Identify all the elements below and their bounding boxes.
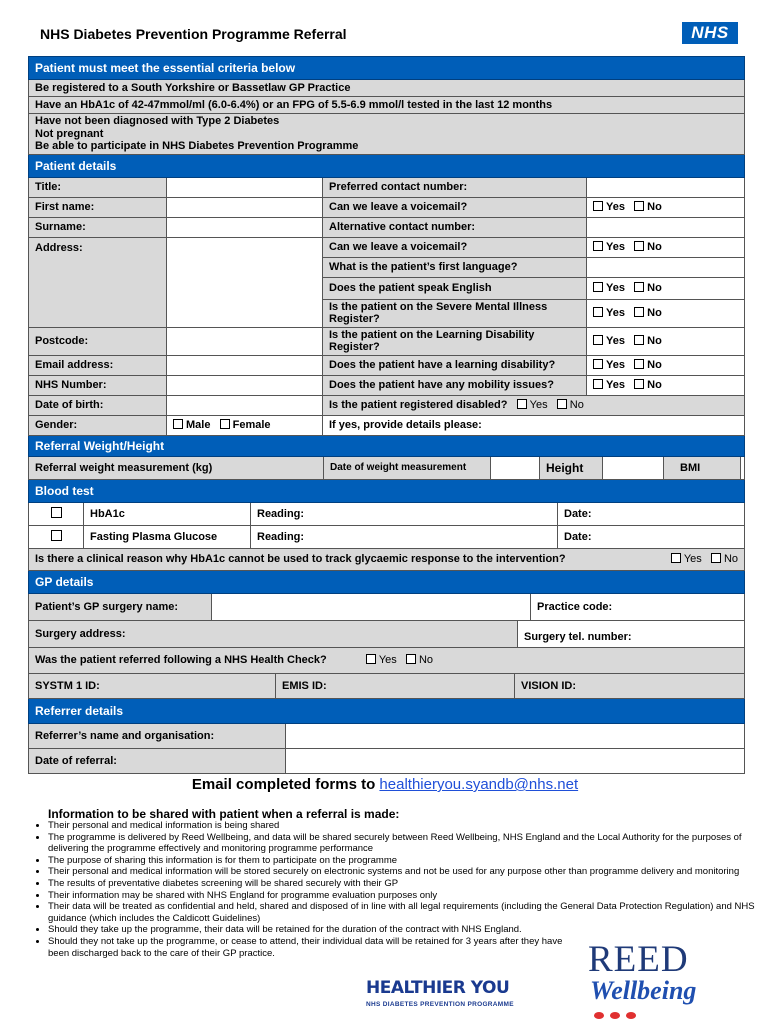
smi-options: Yes No — [587, 299, 745, 327]
disabled-label: Is the patient registered disabled? — [329, 399, 508, 411]
no-checkbox[interactable] — [634, 359, 644, 369]
fpg-date-label: Date: — [558, 526, 745, 548]
ld-label: Does the patient have a learning disability? — [323, 355, 587, 375]
disabled-row: Is the patient registered disabled? Yes No — [323, 395, 745, 415]
alt-contact-field[interactable] — [587, 217, 745, 237]
wellbeing-logo: Wellbeing — [590, 976, 697, 1005]
list-item: • The purpose of sharing this information is for them to participate on the programme — [48, 855, 760, 867]
bmi-field[interactable] — [741, 457, 745, 479]
mobility-options: Yes No — [587, 375, 745, 395]
clinical-reason-label: Is there a clinical reason why HbA1c cannot be used to track glycaemic response to the intervention? — [35, 553, 566, 565]
list-item: • Should they take up the programme, their data will be retained for the duration of the contract with NHS England. — [48, 924, 568, 936]
page-title: NHS Diabetes Prevention Programme Referral — [40, 26, 347, 42]
criteria-item: Be able to participate in NHS Diabetes Prevention Programme — [35, 140, 359, 152]
no-checkbox[interactable] — [634, 335, 644, 345]
weight-header: Referral Weight/Height — [29, 435, 745, 456]
title-field[interactable] — [167, 177, 323, 197]
criteria-header: Patient must meet the essential criteria below — [29, 57, 745, 80]
surgery-tel-label: Surgery tel. number: — [518, 621, 745, 647]
referrer-header: Referrer details — [29, 698, 745, 723]
email-link[interactable]: healthieryou.syandb@nhs.net — [379, 776, 579, 793]
hba1c-reading-label: Reading: — [251, 503, 558, 525]
yes-checkbox[interactable] — [671, 553, 681, 563]
email-instruction: Email completed forms to healthieryou.syandb@nhs.net — [191, 776, 579, 793]
list-item: • The results of preventative diabetes screening will be shared securely with their GP — [48, 878, 760, 890]
referral-date-label: Date of referral: — [29, 749, 286, 773]
fpg-reading-label: Reading: — [251, 526, 558, 548]
gender-options: Male Female — [167, 415, 323, 435]
no-checkbox[interactable] — [406, 654, 416, 664]
list-item: • Their personal and medical information will be stored securely on electronic systems and not be used for any purpose other than programme delivery and monitoring — [48, 866, 760, 878]
surgery-address-label: Surgery address: — [29, 621, 518, 647]
voicemail-label: Can we leave a voicemail? — [323, 197, 587, 217]
list-item: • Should they not take up the programme, or cease to attend, their individual data will be retained for 3 years after they have been discharged back to the care of their GP practice. — [48, 936, 568, 959]
yes-checkbox[interactable] — [593, 282, 603, 292]
ld-register-options: Yes No — [587, 327, 745, 355]
reed-logo: REED — [588, 939, 689, 980]
fpg-label: Fasting Plasma Glucose — [84, 526, 251, 548]
yes-checkbox[interactable] — [593, 201, 603, 211]
speak-english-label: Does the patient speak English — [323, 277, 587, 299]
no-checkbox[interactable] — [634, 307, 644, 317]
criteria-item: Not pregnant — [35, 127, 104, 140]
fpg-row — [29, 526, 744, 548]
vision-label: VISION ID: — [515, 674, 745, 698]
system-ids-row — [29, 674, 744, 698]
first-name-label: First name: — [29, 197, 167, 217]
nhs-number-label: NHS Number: — [29, 375, 167, 395]
referrer-name-field[interactable] — [286, 724, 745, 748]
gp-header: GP details — [29, 570, 745, 593]
weight-date-label: Date of weight measurement — [324, 457, 491, 479]
dob-label: Date of birth: — [29, 395, 167, 415]
no-checkbox[interactable] — [711, 553, 721, 563]
referrer-name-label: Referrer’s name and organisation: — [29, 724, 286, 748]
smi-label: Is the patient on the Severe Mental Illness Register? — [323, 299, 587, 327]
gp-address-row — [29, 621, 744, 647]
voicemail-options: Yes No — [587, 197, 745, 217]
clinical-reason-row: Is there a clinical reason why HbA1c cannot be used to track glycaemic response to the intervention? Yes No — [29, 548, 745, 570]
list-item: • Their data will be treated as confidential and held, shared and disposed of in line with all legal requirements (including the General Data Protection Regulation) and NHS guidance (which includes the Caldicott Guidelines) — [48, 901, 760, 924]
address-label: Address: — [29, 237, 167, 327]
weight-row — [29, 457, 744, 479]
postcode-label: Postcode: — [29, 327, 167, 355]
weight-date-field[interactable] — [491, 457, 540, 479]
details-label: If yes, provide details please: — [323, 415, 745, 435]
list-item: • Their information may be shared with NHS England for programme evaluation purposes only — [48, 890, 760, 902]
email-field[interactable] — [167, 355, 323, 375]
gender-label: Gender: — [29, 415, 167, 435]
dob-field[interactable] — [167, 395, 323, 415]
practice-code-label: Practice code: — [531, 594, 745, 620]
male-checkbox[interactable] — [173, 419, 183, 429]
yes-checkbox[interactable] — [517, 399, 527, 409]
yes-checkbox[interactable] — [593, 307, 603, 317]
surgery-name-label: Patient’s GP surgery name: — [29, 594, 212, 620]
criteria-item: Have an HbA1c of 42-47mmol/ml (6.0-6.4%) or an FPG of 5.5-6.9 mmol/l tested in the last 12 months — [29, 97, 745, 114]
reed-dots-icon — [594, 1006, 642, 1024]
blood-header: Blood test — [29, 479, 745, 502]
no-checkbox[interactable] — [634, 379, 644, 389]
referral-date-row — [29, 749, 744, 773]
emis-label: EMIS ID: — [276, 674, 515, 698]
preferred-contact-label: Preferred contact number: — [323, 177, 587, 197]
language-field[interactable] — [587, 257, 745, 277]
surgery-name-field[interactable] — [212, 594, 531, 620]
info-title: Information to be shared with patient when a referral is made: — [48, 807, 400, 821]
alt-contact-label: Alternative contact number: — [323, 217, 587, 237]
referrer-name-row — [29, 724, 744, 748]
surname-label: Surname: — [29, 217, 167, 237]
hba1c-row — [29, 503, 744, 525]
list-item: • Their personal and medical information is being shared — [48, 820, 760, 832]
language-label: What is the patient’s first language? — [323, 257, 587, 277]
ld-register-label: Is the patient on the Learning Disability Register? — [323, 327, 587, 355]
yes-checkbox[interactable] — [366, 654, 376, 664]
referral-form — [28, 56, 745, 774]
patient-header: Patient details — [29, 154, 745, 177]
yes-checkbox[interactable] — [593, 241, 603, 251]
criteria-item: Have not been diagnosed with Type 2 Diabetes — [35, 115, 280, 127]
referral-date-field[interactable] — [286, 749, 745, 773]
address-field[interactable] — [167, 237, 323, 327]
speak-english-options: Yes No — [587, 277, 745, 299]
yes-checkbox[interactable] — [593, 335, 603, 345]
email-label: Email address: — [29, 355, 167, 375]
no-checkbox[interactable] — [634, 241, 644, 251]
list-item: • The programme is delivered by Reed Wellbeing, and data will be shared securely between Reed Wellbeing, NHS England and the Local Authority for the purposes of delivering the programme effectively and monitoring programme performance — [48, 832, 760, 855]
preferred-contact-field[interactable] — [587, 177, 745, 197]
criteria-item-group — [29, 114, 745, 155]
no-checkbox[interactable] — [634, 201, 644, 211]
title-label: Title: — [29, 177, 167, 197]
fpg-checkbox[interactable] — [51, 530, 62, 541]
nhs-number-field[interactable] — [167, 375, 323, 395]
ld-options: Yes No — [587, 355, 745, 375]
health-check-label: Was the patient referred following a NHS Health Check? — [35, 654, 327, 666]
nhs-logo: NHS — [682, 22, 738, 44]
weight-label: Referral weight measurement (kg) — [29, 457, 324, 479]
mobility-label: Does the patient have any mobility issues? — [323, 375, 587, 395]
no-checkbox[interactable] — [557, 399, 567, 409]
yes-checkbox[interactable] — [593, 379, 603, 389]
height-label: Height — [540, 457, 603, 479]
hba1c-checkbox[interactable] — [51, 507, 62, 518]
no-checkbox[interactable] — [634, 282, 644, 292]
criteria-item: Be registered to a South Yorkshire or Bassetlaw GP Practice — [29, 80, 745, 97]
gp-name-row — [29, 594, 744, 620]
height-field[interactable] — [603, 457, 664, 479]
hba1c-date-label: Date: — [558, 503, 745, 525]
postcode-field[interactable] — [167, 327, 323, 355]
yes-checkbox[interactable] — [593, 359, 603, 369]
healthier-you-subtitle: NHS DIABETES PREVENTION PROGRAMME — [366, 1001, 514, 1008]
systm-label: SYSTM 1 ID: — [29, 674, 276, 698]
health-check-row: Was the patient referred following a NHS Health Check? Yes No — [29, 647, 745, 673]
female-checkbox[interactable] — [220, 419, 230, 429]
voicemail2-label: Can we leave a voicemail? — [323, 237, 587, 257]
healthier-you-logo: HEALTHIER YOU — [366, 978, 510, 998]
bmi-label: BMI — [664, 457, 741, 479]
first-name-field[interactable] — [167, 197, 323, 217]
voicemail2-options: Yes No — [587, 237, 745, 257]
hba1c-label: HbA1c — [84, 503, 251, 525]
surname-field[interactable] — [167, 217, 323, 237]
